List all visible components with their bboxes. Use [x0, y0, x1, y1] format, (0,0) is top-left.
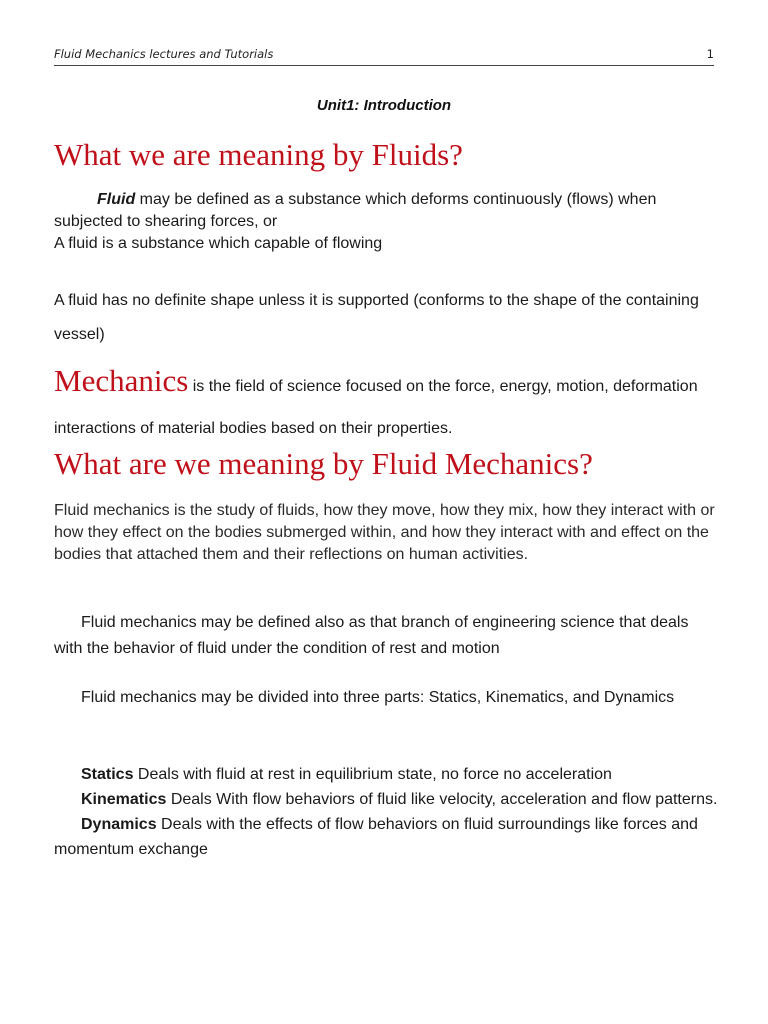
definition-kinematics	[54, 787, 719, 812]
fluid-mechanics-paragraph-2: Fluid mechanics may be defined also as that branch of engineering science that deals with the behavior of fluid under the condition of rest and motion	[54, 614, 689, 657]
fluid-definition-text: may be defined as a substance which deforms continuously (flows) when subjected to shearing forces, or	[54, 191, 657, 230]
term-kinematics: Kinematics	[81, 791, 167, 808]
term-dynamics: Dynamics	[81, 816, 157, 833]
mechanics-definition: is the field of science focused on the force, energy, motion, deformation interactions of material bodies based on their properties.	[54, 378, 698, 437]
header-rule	[54, 65, 714, 66]
mechanics-paragraph	[54, 360, 719, 450]
definitions-list	[54, 762, 719, 862]
mechanics-term: Mechanics	[54, 363, 189, 398]
term-statics: Statics	[81, 766, 134, 783]
heading-fluid-mechanics: What are we meaning by Fluid Mechanics?	[54, 446, 593, 481]
unit-title: Unit1: Introduction	[316, 97, 452, 114]
definition-statics	[54, 762, 719, 787]
fluid-mechanics-paragraph-3: Fluid mechanics may be divided into three parts: Statics, Kinematics, and Dynamics	[81, 689, 675, 706]
fluid-mechanics-paragraph-1: Fluid mechanics is the study of fluids, how they move, how they mix, how they interact with or how they effect on the bodies submerged within, and how they interact with and effect on the bodies that attached them and their reflections on human activities.	[54, 502, 715, 563]
fluid-term: Fluid	[97, 191, 136, 208]
dynamics-text: Deals with the effects of flow behaviors on fluid surroundings like forces and momentum exchange	[54, 816, 698, 858]
kinematics-text: Deals With flow behaviors of fluid like velocity, acceleration and flow patterns.	[166, 791, 718, 808]
fluid-definition-paragraph	[54, 189, 719, 255]
page-number: 1	[706, 47, 714, 61]
running-header: Fluid Mechanics lectures and Tutorials	[54, 47, 274, 61]
statics-text: Deals with fluid at rest in equilibrium state, no force no acceleration	[133, 766, 612, 783]
fluid-definition-alt: A fluid is a substance which capable of flowing	[54, 235, 383, 252]
fluid-shape-paragraph: A fluid has no definite shape unless it is supported (conforms to the shape of the containing vessel)	[54, 292, 699, 343]
heading-fluids: What we are meaning by Fluids?	[54, 137, 463, 172]
definition-dynamics	[54, 812, 719, 862]
